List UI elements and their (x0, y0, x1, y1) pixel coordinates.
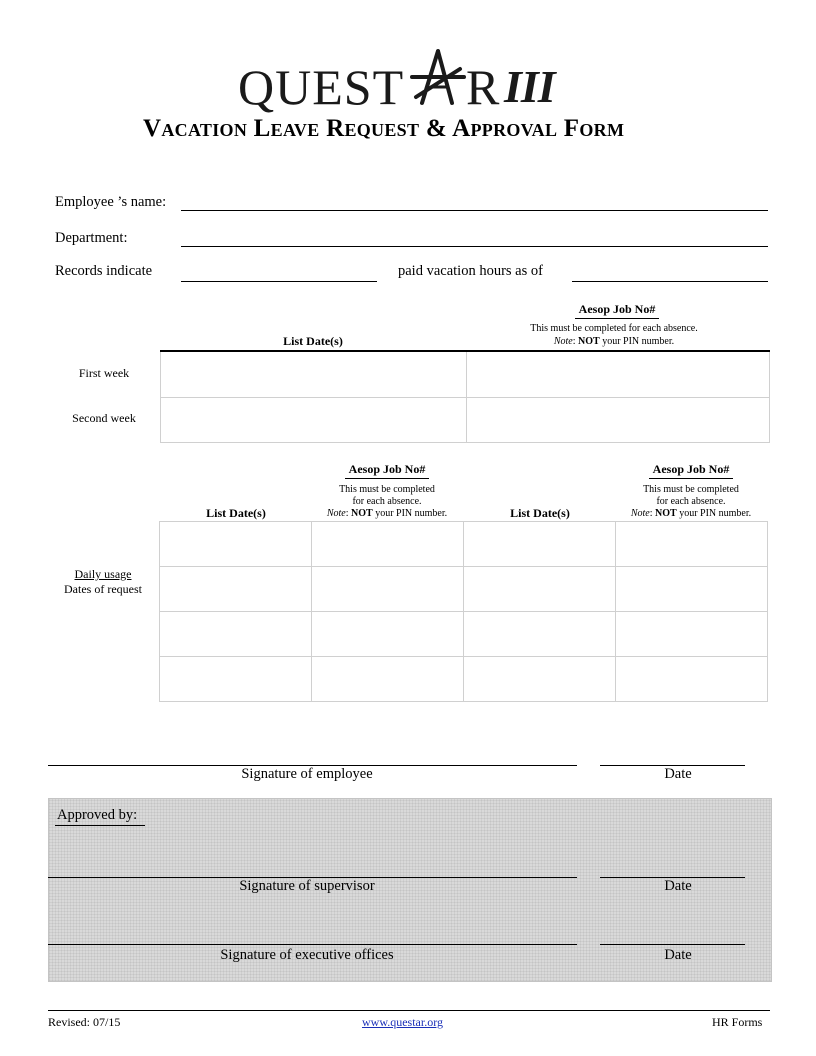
second-week-label: Second week (72, 411, 136, 425)
footer-divider (48, 1010, 770, 1011)
vacation-hours-field[interactable] (181, 281, 377, 282)
employee-name-field[interactable] (181, 210, 768, 211)
daily-cell[interactable] (160, 567, 312, 612)
form-title: Vacation Leave Request & Approval Form (143, 115, 625, 142)
approved-by-label: Approved by: (57, 807, 138, 823)
daily-aesop-note-right-1: This must be completed (643, 484, 739, 495)
table-row (160, 567, 768, 612)
approved-by-underline (55, 825, 145, 826)
daily-cell[interactable] (312, 657, 464, 702)
employee-date-label: Date (664, 766, 692, 782)
logo-word: QUEST (238, 59, 405, 115)
executive-signature-line[interactable] (48, 944, 577, 945)
daily-cell[interactable] (160, 522, 312, 567)
daily-cell[interactable] (464, 657, 616, 702)
daily-cell[interactable] (616, 612, 768, 657)
records-indicate-label: Records indicate (55, 263, 153, 279)
weekly-list-dates-header: List Date(s) (283, 334, 343, 348)
daily-cell[interactable] (464, 612, 616, 657)
weekly-aesop-note-2: Note: NOT your PIN number. (553, 336, 675, 347)
daily-cell[interactable] (616, 657, 768, 702)
daily-cell[interactable] (464, 522, 616, 567)
logo-roman-numeral: III (504, 61, 555, 112)
first-week-label: First week (78, 366, 130, 380)
table-row (161, 397, 770, 442)
daily-aesop-note-right-3: Note: NOT your PIN number. (630, 508, 752, 519)
logo-r: R (466, 59, 501, 115)
website-link-wrap (362, 1015, 443, 1030)
daily-aesop-note-right-2: for each absence. (656, 496, 726, 507)
department-label: Department: (55, 230, 128, 246)
daily-cell[interactable] (312, 567, 464, 612)
weekly-aesop-underline (575, 318, 659, 319)
daily-aesop-note-left-1: This must be completed (339, 484, 435, 495)
employee-signature-label: Signature of employee (241, 766, 373, 782)
department-field[interactable] (181, 246, 768, 247)
executive-date-line[interactable] (600, 944, 745, 945)
first-week-dates-cell[interactable] (161, 351, 467, 397)
daily-cell[interactable] (312, 612, 464, 657)
supervisor-date-label: Date (664, 878, 692, 894)
daily-aesop-underline-left (345, 478, 429, 479)
weekly-dates-table (160, 350, 770, 443)
supervisor-signature-label: Signature of supervisor (239, 878, 375, 894)
dates-of-request-label: Dates of request (64, 582, 142, 596)
daily-cell[interactable] (312, 522, 464, 567)
website-link[interactable]: www.questar.org (362, 1015, 443, 1029)
revised-date: Revised: 07/15 (48, 1015, 121, 1029)
executive-date-label: Date (664, 947, 692, 963)
daily-cell[interactable] (616, 522, 768, 567)
daily-usage-label: Daily usage (74, 567, 132, 581)
hr-forms-label: HR Forms (712, 1015, 763, 1029)
company-logo (238, 55, 578, 115)
employee-name-label: Employee ’s name: (55, 194, 167, 210)
daily-list-dates-header-left: List Date(s) (206, 506, 266, 520)
as-of-date-field[interactable] (572, 281, 768, 282)
weekly-aesop-note-1: This must be completed for each absence. (530, 323, 698, 334)
daily-dates-table (159, 521, 768, 702)
table-row (160, 657, 768, 702)
daily-aesop-header-left: Aesop Job No# (348, 462, 426, 476)
executive-signature-label: Signature of executive offices (220, 947, 394, 963)
paid-vacation-label: paid vacation hours as of (398, 263, 543, 279)
table-row (161, 351, 770, 397)
daily-cell[interactable] (464, 567, 616, 612)
daily-aesop-underline-right (649, 478, 733, 479)
table-row (160, 522, 768, 567)
table-row (160, 612, 768, 657)
logo-star-icon (408, 47, 468, 109)
daily-cell[interactable] (616, 567, 768, 612)
daily-aesop-header-right: Aesop Job No# (652, 462, 730, 476)
daily-aesop-note-left-2: for each absence. (352, 496, 422, 507)
daily-aesop-note-left-3: Note: NOT your PIN number. (326, 508, 448, 519)
second-week-aesop-cell[interactable] (467, 397, 770, 442)
second-week-dates-cell[interactable] (161, 397, 467, 442)
daily-cell[interactable] (160, 612, 312, 657)
weekly-aesop-header: Aesop Job No# (578, 302, 656, 316)
first-week-aesop-cell[interactable] (467, 351, 770, 397)
daily-list-dates-header-right: List Date(s) (510, 506, 570, 520)
daily-cell[interactable] (160, 657, 312, 702)
